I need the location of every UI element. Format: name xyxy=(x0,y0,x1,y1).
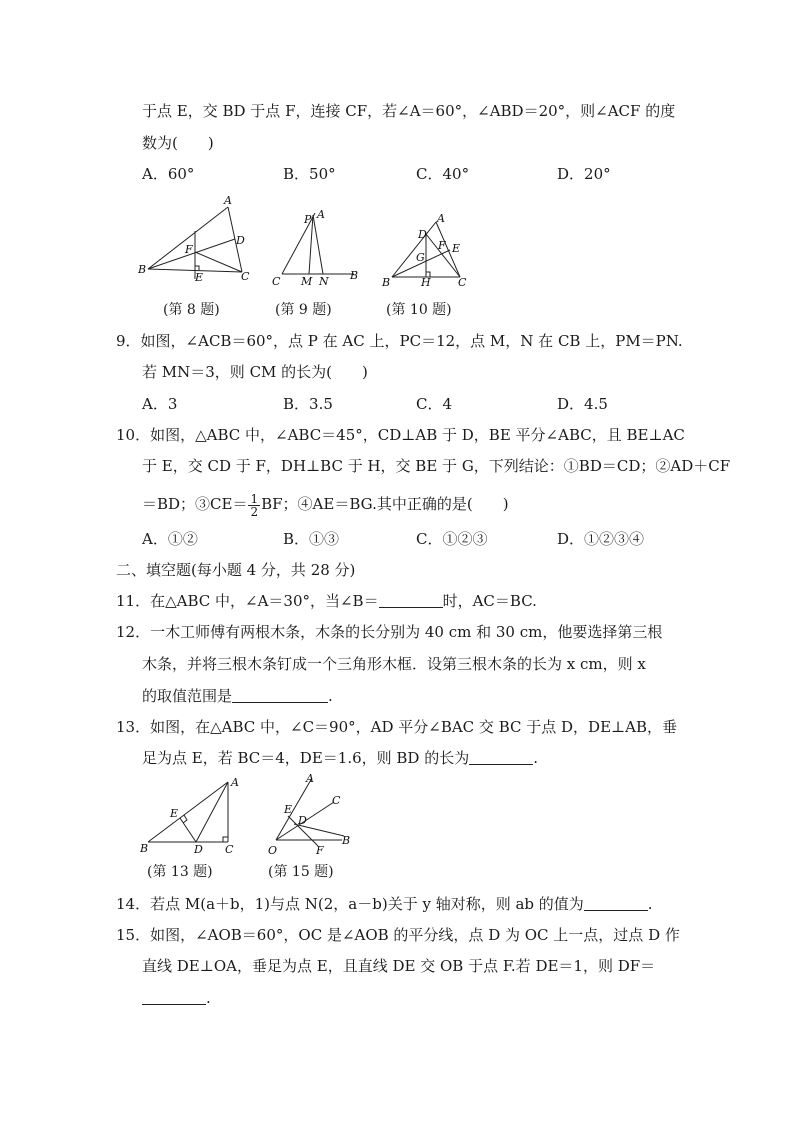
q13-answer-blank[interactable] xyxy=(469,748,533,765)
fig8-label-b: B xyxy=(138,263,147,276)
q8-stem-line-1: 于点 E，交 BD 于点 F，连接 CF，若∠A＝60°，∠ABD＝20°，则∠ACF 的度 xyxy=(142,102,676,120)
fig10-label-g: G xyxy=(416,251,425,264)
q10-fraction-numerator: 1 xyxy=(250,491,259,506)
q8-option-b: B．50° xyxy=(283,165,336,183)
fig13-segment-de xyxy=(180,818,196,842)
q10-option-c: C．①②③ xyxy=(416,530,488,548)
q15-stem-line-2: 直线 DE⊥OA，垂足为点 E，且直线 DE 交 OB 于点 F.若 DE＝1，则 DF＝ xyxy=(142,957,656,975)
q15-answer-blank[interactable] xyxy=(142,988,206,1005)
figure-9 xyxy=(268,203,363,288)
q9-stem-line-1: 9．如图，∠ACB＝60°，点 P 在 AC 上，PC＝12，点 M，N 在 CB 上，PM＝PN. xyxy=(116,332,683,350)
fig10-label-h: H xyxy=(421,276,431,289)
fig13-label-c: C xyxy=(225,843,234,856)
q10-fraction xyxy=(248,493,260,518)
fig15-caption: (第 15 题) xyxy=(268,864,334,880)
q9-stem-line-2: 若 MN＝3，则 CM 的长为( ) xyxy=(142,363,368,381)
fig13-segment-ad xyxy=(196,782,228,842)
q10-option-d: D．①②③④ xyxy=(557,530,645,548)
q11-answer-blank[interactable] xyxy=(379,591,443,608)
q11 xyxy=(116,591,537,611)
fig9-segment-pn xyxy=(313,215,323,274)
figure-10 xyxy=(380,208,475,293)
q12-stem-line-1: 12．一木工师傅有两根木条，木条的长分别为 40 cm 和 30 cm，他要选择第三根 xyxy=(116,623,663,641)
q14-text: 14．若点 M(a＋b，1)与点 N(2，a－b)关于 y 轴对称，则 ab 的值为 xyxy=(116,895,584,913)
q15-line-3-end: . xyxy=(206,989,211,1007)
fig10-label-f: F xyxy=(438,239,446,252)
fig10-label-a: A xyxy=(437,212,445,225)
fig10-caption: (第 10 题) xyxy=(386,302,452,318)
fig9-label-p: P xyxy=(304,213,312,226)
figure-13 xyxy=(140,774,245,859)
q9-option-d: D．4.5 xyxy=(557,395,608,413)
q15-stem-line-1: 15．如图，∠AOB＝60°，OC 是∠AOB 的平分线，点 D 为 OC 上一点，过点 D 作 xyxy=(116,926,680,944)
q12-stem-line-3 xyxy=(142,686,333,706)
fig15-label-a: A xyxy=(306,772,314,785)
fig9-label-m: M xyxy=(301,275,313,288)
q14-answer-blank[interactable] xyxy=(584,894,648,911)
fig9-label-b: B xyxy=(350,269,359,282)
q9-option-b: B．3.5 xyxy=(283,395,333,413)
q10-stem-line-2: 于 E，交 CD 于 F，DH⊥BC 于 H，交 BE 于 G，下列结论：①BD＝CD；②AD＋CF xyxy=(142,457,731,475)
fig9-label-c: C xyxy=(272,275,281,288)
q8-stem-line-2: 数为( ) xyxy=(142,134,214,152)
q8-option-a: A．60° xyxy=(142,165,195,183)
q10-line-3-end: BF；④AE＝BG.其中正确的是( ) xyxy=(261,495,509,513)
figure-15 xyxy=(266,770,361,860)
fig8-side-ab xyxy=(148,207,228,269)
fig15-label-e: E xyxy=(284,803,293,816)
fig8-label-a: A xyxy=(224,194,232,207)
fig13-side-ab xyxy=(148,782,228,842)
q13-stem-line-1: 13．如图，在△ABC 中，∠C＝90°，AD 平分∠BAC 交 BC 于点 D，DE⊥AB，垂 xyxy=(116,718,677,736)
fig10-label-d: D xyxy=(418,228,427,241)
q10-option-a: A．①② xyxy=(142,530,198,548)
q13-line-2-text: 足为点 E，若 BC＝4，DE＝1.6，则 BD 的长为 xyxy=(142,749,470,767)
q12-stem-line-2: 木条，并将三根木条钉成一个三角形木框．设第三根木条的长为 x cm，则 x xyxy=(142,655,646,673)
q13-line-2-end: . xyxy=(533,749,539,767)
fig13-right-angle-e xyxy=(183,815,187,823)
q8-option-c: C．40° xyxy=(416,165,470,183)
q8-option-d: D．20° xyxy=(557,165,611,183)
q9-option-a: A．3 xyxy=(142,395,178,413)
q14-text-end: . xyxy=(647,895,653,913)
fig9-label-a: A xyxy=(317,208,325,221)
fig8-segment-cf xyxy=(195,252,242,272)
fig10-label-b: B xyxy=(382,276,391,289)
fig13-right-angle-c xyxy=(223,837,228,842)
section-heading: 二、填空题(每小题 4 分，共 28 分) xyxy=(116,561,356,579)
q11-text-end: 时，AC＝BC. xyxy=(442,592,537,610)
fig10-label-c: C xyxy=(458,276,467,289)
fig8-label-c: C xyxy=(241,270,250,283)
fig13-caption: (第 13 题) xyxy=(147,864,213,880)
fig9-caption: (第 9 题) xyxy=(275,302,332,318)
q10-line-3-start: ＝BD；③CE＝ xyxy=(142,495,248,513)
fig15-label-d: D xyxy=(298,814,307,827)
q10-fraction-denominator: 2 xyxy=(250,504,259,519)
q11-text-start: 11．在△ABC 中，∠A＝30°，当∠B＝ xyxy=(116,592,379,610)
fig15-label-c: C xyxy=(332,794,341,807)
fig13-label-a: A xyxy=(231,776,239,789)
fig13-label-d: D xyxy=(194,843,203,856)
fig8-label-e: E xyxy=(195,271,204,284)
figure-8 xyxy=(138,193,253,288)
fig8-label-d: D xyxy=(236,234,245,247)
fig15-label-b: B xyxy=(342,834,351,847)
q12-line-3-text: 的取值范围是 xyxy=(142,687,233,705)
q13-stem-line-2 xyxy=(142,748,538,768)
fig15-label-f: F xyxy=(316,844,324,857)
q12-line-3-end: . xyxy=(328,687,333,705)
fig13-label-b: B xyxy=(140,842,149,855)
q10-stem-line-3 xyxy=(142,488,509,520)
q15-stem-line-3 xyxy=(142,988,211,1008)
q10-option-b: B．①③ xyxy=(283,530,340,548)
fig13-label-e: E xyxy=(170,807,179,820)
fig9-label-n: N xyxy=(319,275,329,288)
q14 xyxy=(116,894,653,914)
fig8-right-angle xyxy=(195,266,199,270)
fig15-ray-oa xyxy=(276,778,312,840)
fig15-label-o: O xyxy=(268,844,278,857)
q9-option-c: C．4 xyxy=(416,395,453,413)
q10-stem-line-1: 10．如图，△ABC 中，∠ABC＝45°，CD⊥AB 于 D，BE 平分∠ABC，且 BE⊥AC xyxy=(116,426,685,444)
fig10-side-ab xyxy=(392,222,436,277)
q12-answer-blank[interactable] xyxy=(232,686,328,703)
fig8-label-f: F xyxy=(185,243,193,256)
fig8-caption: (第 8 题) xyxy=(163,302,220,318)
fig10-label-e: E xyxy=(452,242,461,255)
